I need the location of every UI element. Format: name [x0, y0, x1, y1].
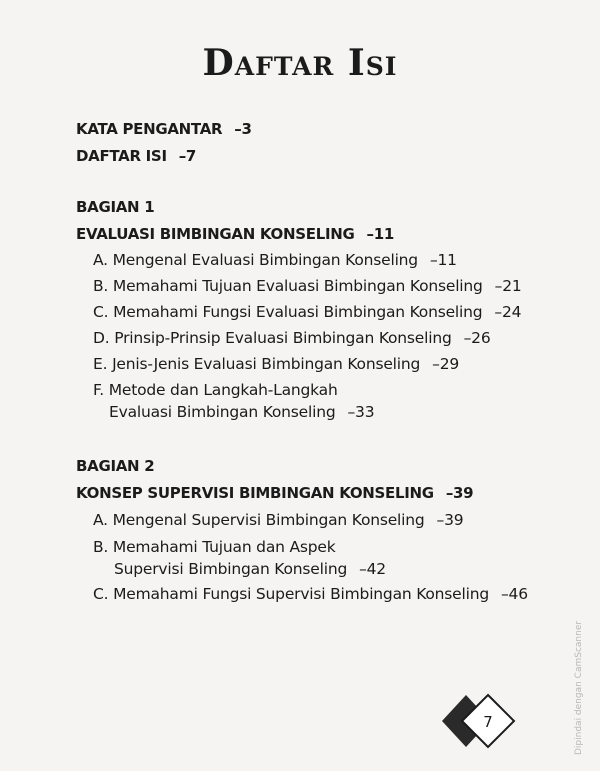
item-page: –39	[436, 511, 464, 529]
page-title: Daftar Isi	[202, 42, 398, 84]
page-number-badge	[438, 693, 518, 749]
item-text: Memahami Tujuan dan Aspek	[112, 538, 336, 556]
item-marker: A.	[93, 251, 108, 269]
entry-page: –11	[366, 225, 395, 243]
item-page: –11	[429, 251, 457, 269]
item-page: –26	[463, 329, 491, 347]
item-text: Supervisi Bimbingan Konseling	[114, 560, 348, 578]
toc-item-continuation	[114, 559, 386, 579]
part-label: BAGIAN 2	[76, 457, 155, 475]
item-marker: F.	[93, 381, 104, 399]
toc-entry-daftar-isi	[76, 146, 196, 166]
item-page: –21	[494, 277, 522, 295]
item-text: Prinsip-Prinsip Evaluasi Bimbingan Konseling	[114, 329, 452, 347]
item-marker: C.	[93, 303, 109, 321]
page-number: 7	[483, 713, 493, 731]
item-page: –42	[359, 560, 386, 578]
toc-item	[93, 380, 338, 400]
toc-item	[93, 354, 459, 374]
part-title-entry	[76, 224, 394, 244]
toc-item	[93, 302, 521, 322]
toc-item	[93, 584, 528, 604]
part-title: KONSEP SUPERVISI BIMBINGAN KONSELING	[76, 484, 434, 502]
entry-page: –7	[178, 147, 197, 165]
part-label: BAGIAN 1	[76, 198, 155, 216]
item-text: Memahami Fungsi Supervisi Bimbingan Konseling	[113, 585, 489, 603]
item-text: Evaluasi Bimbingan Konseling	[109, 403, 336, 421]
item-text: Mengenal Evaluasi Bimbingan Konseling	[112, 251, 418, 269]
item-page: –46	[501, 585, 528, 603]
item-text: Memahami Tujuan Evaluasi Bimbingan Konseling	[112, 277, 483, 295]
entry-label: DAFTAR ISI	[76, 147, 167, 165]
entry-page: –39	[445, 484, 474, 502]
toc-item	[93, 510, 463, 530]
entry-label: KATA PENGANTAR	[76, 120, 223, 138]
item-text: Mengenal Supervisi Bimbingan Konseling	[112, 511, 425, 529]
item-marker: C.	[93, 585, 109, 603]
item-page: –29	[432, 355, 460, 373]
toc-item-continuation	[109, 402, 374, 422]
item-page: –33	[347, 403, 375, 421]
entry-page: –3	[234, 120, 252, 138]
diamond-badge-icon	[438, 693, 518, 749]
toc-entry-kata-pengantar	[76, 119, 252, 139]
item-text: Memahami Fungsi Evaluasi Bimbingan Konseling	[113, 303, 483, 321]
part-title-entry	[76, 483, 473, 503]
item-marker: D.	[93, 329, 110, 347]
item-text: Jenis-Jenis Evaluasi Bimbingan Konseling	[112, 355, 421, 373]
scanner-watermark: Dipindai dengan CamScanner	[574, 620, 584, 755]
toc-item	[93, 537, 336, 557]
toc-item	[93, 250, 457, 270]
item-page: –24	[494, 303, 522, 321]
item-marker: B.	[93, 277, 109, 295]
item-marker: A.	[93, 511, 108, 529]
item-marker: E.	[93, 355, 108, 373]
toc-item	[93, 276, 522, 296]
item-text: Metode dan Langkah-Langkah	[108, 381, 338, 399]
part-title: EVALUASI BIMBINGAN KONSELING	[76, 225, 355, 243]
toc-item	[93, 328, 490, 348]
item-marker: B.	[93, 538, 109, 556]
